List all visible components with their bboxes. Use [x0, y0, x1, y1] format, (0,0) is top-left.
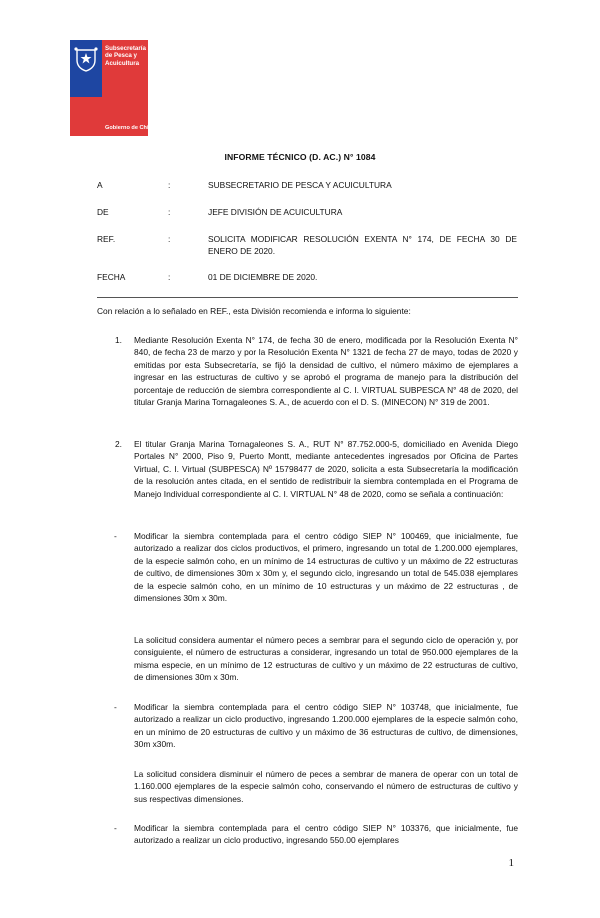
- header-label: REF.: [97, 234, 116, 244]
- header-label: A: [97, 180, 103, 190]
- header-colon: :: [168, 272, 171, 282]
- logo-org-name: Subsecretaría de Pesca y Acuicultura: [105, 45, 146, 67]
- coat-of-arms-icon: [74, 46, 98, 72]
- item-number: 2.: [115, 439, 122, 449]
- page-number: 1: [508, 857, 514, 869]
- item-text: Mediante Resolución Exenta N° 174, de fecha 30 de enero, modificada por la Resolución Exenta N° 840, de fecha 23 de marzo y por la Resolución Exenta N° 1321 de fecha 27 de mayo, todas de 2020 y emitidas por esta Subsecretaría, se fijó la densidad de cultivo, el número máximo de ejemplares a ingresar en las estructuras de cultivo y se aprobó el programa de manejo para la distribución del porcentaje de reducción de siembra correspondiente al C. I. VIRTUAL SUBPESCA N° 48 de 2020, del titular Granja Marina Tornagaleones S. A., de acuerdo con el D. S. (MINECON) N° 319 de 2001.: [134, 335, 518, 408]
- document-title: INFORME TÉCNICO (D. AC.) N° 1084: [224, 152, 376, 162]
- header-colon: :: [168, 180, 171, 190]
- bullet-dash: -: [114, 823, 117, 833]
- item-text: Modificar la siembra contemplada para el centro código SIEP N° 103748, que inicialmente, fue autorizado a realizar un ciclo productivo, ingresando 1.200.000 ejemplares de la especie salmón coho, en un mínimo de 20 estructuras de cultivo y un máximo de 36 estructuras de cultivo, de dimensiones, 30m x30m.: [134, 702, 518, 750]
- item-text: El titular Granja Marina Tornagaleones S. A., RUT N° 87.752.000-5, domiciliado en Avenida Diego Portales N° 2000, Piso 9, Puerto Montt, mediante antecedentes ingresados por Oficina de Partes Virtual, C. I. Virtual (SUBPESCA) Nº 15798477 de 2020, solicita a esta Subsecretaría la modificación de la resolución antes citada, en el sentido de redistribuir la siembra contemplada en el Programa de Manejo Individual correspondiente al C. I. VIRTUAL N° 48 de 2020, como se señala a continuación:: [134, 439, 518, 499]
- header-value: JEFE DIVISIÓN DE ACUICULTURA: [208, 207, 343, 217]
- bullet-dash: -: [114, 702, 117, 712]
- paragraph-decrease: La solicitud considera disminuir el número de peces a sembrar de manera de operar con un total de 1.160.000 ejemplares de la especie salmón coho, conservando el número de estructuras de cultivo y sus respectivas dimensiones.: [134, 769, 518, 804]
- item-text: Modificar la siembra contemplada para el centro código SIEP N° 100469, que inicialmente, fue autorizado a realizar dos ciclos productivos, el primero, ingresando un total de 1.200.000 ejemplares, de la especie salmón coho, en un mínimo de 14 estructuras de cultivo y un máximo de 22 estructuras de cultivo, de dimensiones 30m x 30m y, el segundo ciclo, ingresando un total de 545.038 ejemplares de la especie salmón coho, en un mínimo de 10 estructuras y un máximo de 22 estructuras , de dimensiones 30m x 30m.: [134, 531, 518, 604]
- item-number: 1.: [115, 335, 122, 345]
- header-value: 01 DE DICIEMBRE DE 2020.: [208, 272, 318, 282]
- header-value: SUBSECRETARIO DE PESCA Y ACUICULTURA: [208, 180, 392, 190]
- paragraph-increase: La solicitud considera aumentar el número peces a sembrar para el segundo ciclo de operación y, por consiguiente, el número de estructuras a considerar, ingresando un total de 950.000 ejemplares de la misma especie, en un mínimo de 12 estructuras de cultivo y un máximo de 22 estructuras de cultivo, de dimensiones 30m x 30m.: [134, 635, 518, 683]
- item-text: Modificar la siembra contemplada para el centro código SIEP N° 103376, que inicialmente, fue autorizado a realizar un ciclo productivo, ingresando 550.00 ejemplares: [134, 823, 518, 846]
- divider: [97, 297, 518, 298]
- intro-text: Con relación a lo señalado en REF., esta División recomienda e informa lo siguiente:: [97, 306, 411, 316]
- header-label: DE: [97, 207, 109, 217]
- logo-red-block-bottom: [70, 97, 102, 136]
- header-colon: :: [168, 234, 171, 244]
- header-value: SOLICITA MODIFICAR RESOLUCIÓN EXENTA N° 174, DE FECHA 30 DE ENERO DE 2020.: [208, 234, 517, 256]
- header-colon: :: [168, 207, 171, 217]
- header-label: FECHA: [97, 272, 126, 282]
- logo: [70, 40, 154, 136]
- logo-government: Gobierno de Chile: [105, 125, 154, 131]
- bullet-dash: -: [114, 531, 117, 541]
